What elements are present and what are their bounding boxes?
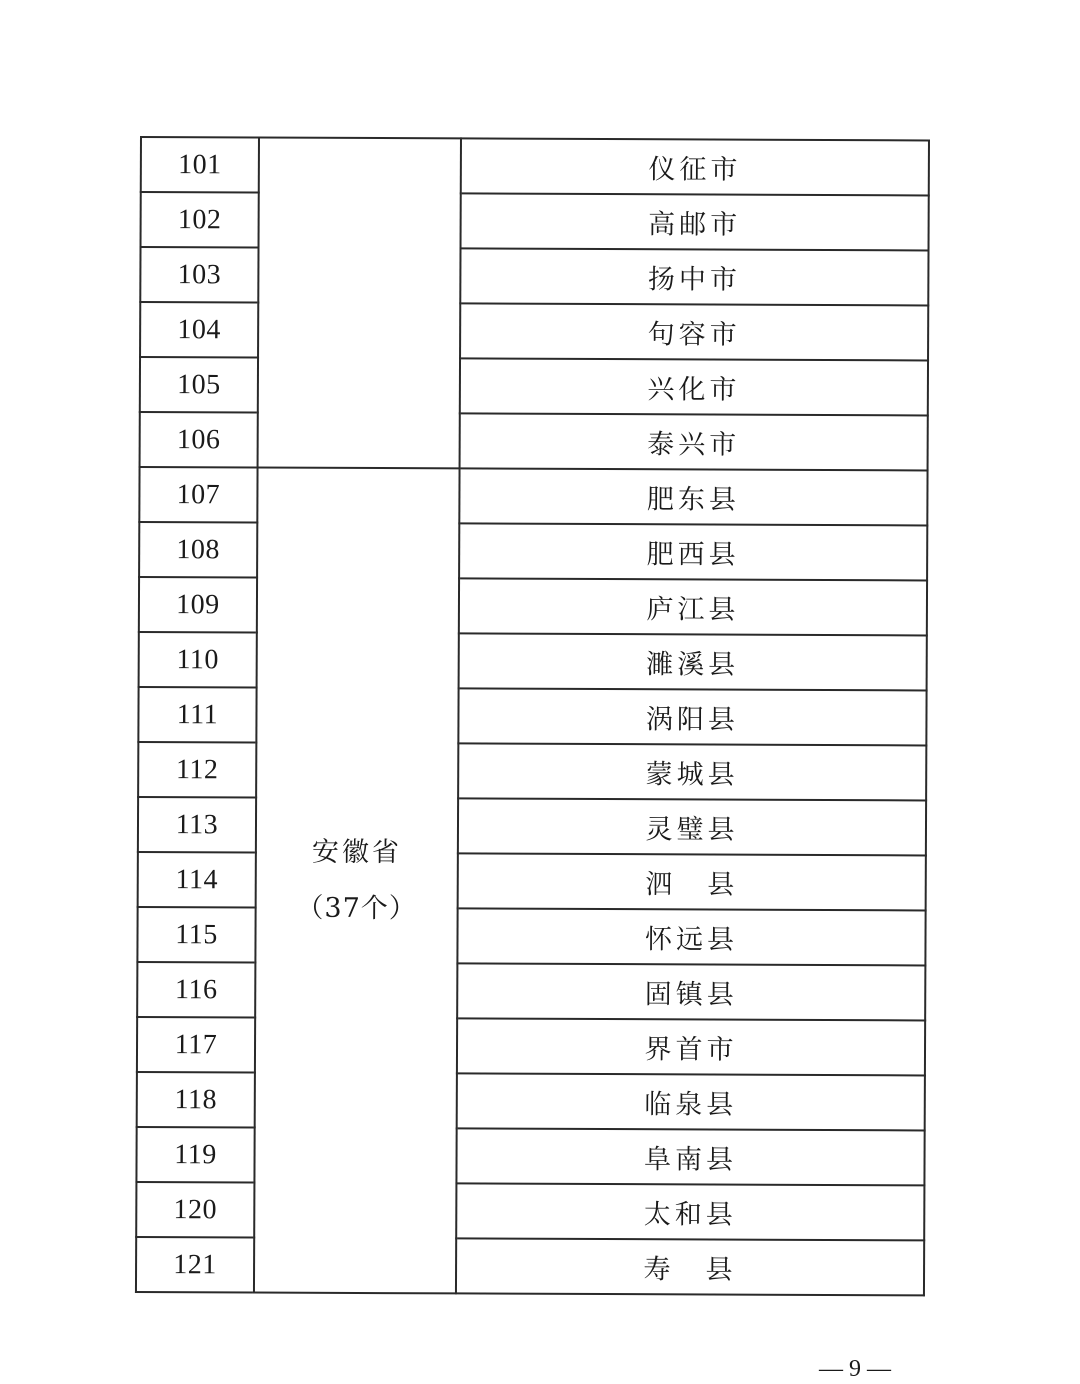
province-count: （37个）	[296, 892, 417, 924]
county-name-cell: 扬中市	[460, 248, 928, 305]
county-name-cell: 仪征市	[461, 138, 929, 195]
row-number-cell: 105	[140, 357, 258, 413]
county-name-cell: 庐江县	[459, 578, 927, 635]
county-name-cell: 句容市	[460, 303, 928, 360]
row-number-cell: 112	[138, 742, 256, 798]
row-number-cell: 120	[136, 1182, 254, 1238]
row-number-cell: 118	[137, 1072, 255, 1128]
page-number: — 9 —	[819, 1356, 891, 1382]
row-number-cell: 117	[137, 1017, 255, 1073]
county-name-cell: 兴化市	[460, 358, 928, 415]
row-number-cell: 108	[139, 522, 257, 578]
county-name-cell: 肥东县	[459, 468, 927, 525]
row-number-cell: 113	[138, 797, 256, 853]
county-name-cell: 阜南县	[456, 1128, 924, 1185]
county-name-cell: 涡阳县	[458, 688, 926, 745]
county-name-cell: 灵璧县	[458, 798, 926, 855]
county-name-cell: 怀远县	[457, 908, 925, 965]
row-number-cell: 121	[136, 1237, 254, 1293]
county-name-cell: 高邮市	[461, 193, 929, 250]
province-cell	[254, 468, 460, 1294]
province-name: 安徽省	[311, 836, 402, 868]
row-number-cell: 106	[140, 412, 258, 468]
row-number-cell: 104	[140, 302, 258, 358]
row-number-cell: 111	[138, 687, 256, 743]
table-row	[139, 467, 927, 525]
row-number-cell: 116	[137, 962, 255, 1018]
row-number-cell: 110	[139, 632, 257, 688]
county-name-cell: 蒙城县	[458, 743, 926, 800]
row-number-cell: 107	[139, 467, 257, 523]
row-number-cell: 109	[139, 577, 257, 633]
county-name-cell: 太和县	[456, 1183, 924, 1240]
county-name-cell: 临泉县	[457, 1073, 925, 1130]
county-name-cell: 泗 县	[458, 853, 926, 910]
province-count	[259, 303, 459, 304]
province-cell	[258, 138, 461, 469]
row-number-cell: 119	[136, 1127, 254, 1183]
row-number-cell: 101	[141, 137, 259, 193]
row-number-cell: 102	[141, 192, 259, 248]
county-name-cell: 寿 县	[456, 1238, 924, 1295]
county-name-cell: 界首市	[457, 1018, 925, 1075]
county-name-cell: 固镇县	[457, 963, 925, 1020]
row-number-cell: 115	[137, 907, 255, 963]
county-name-cell: 肥西县	[459, 523, 927, 580]
county-name-cell: 泰兴市	[460, 413, 928, 470]
row-number-cell: 103	[140, 247, 258, 303]
table-body	[136, 137, 929, 1295]
row-number-cell: 114	[138, 852, 256, 908]
table-row	[141, 137, 929, 195]
county-name-cell: 濉溪县	[459, 633, 927, 690]
county-list-table	[135, 136, 930, 1296]
